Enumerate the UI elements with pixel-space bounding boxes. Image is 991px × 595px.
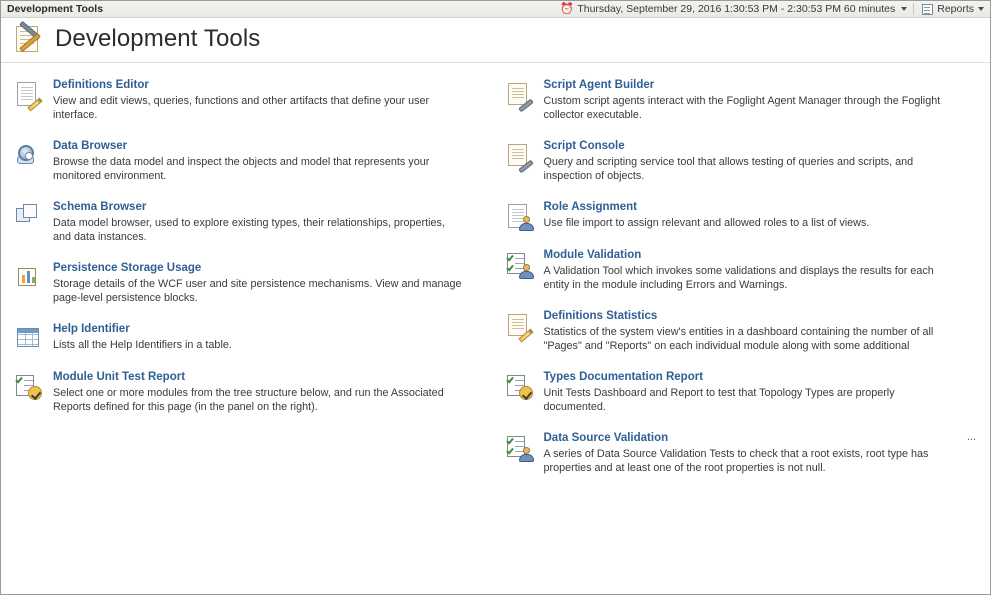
module-validation-icon [506,249,540,292]
tool-title[interactable]: Help Identifier [53,323,130,335]
reports-button[interactable] [920,3,986,15]
list-item[interactable] [506,140,979,183]
role-assignment-icon [506,201,540,231]
tool-description: View and edit views, queries, functions and other artifacts that define your user interface. [53,95,430,121]
list-item[interactable] [15,262,488,305]
reports-label: Reports [937,3,974,15]
data-source-validation-icon [506,432,540,475]
tools-column-left [15,79,488,493]
list-item[interactable] [506,201,979,231]
window-titlebar [1,1,990,18]
list-item[interactable] [15,201,488,244]
tool-title[interactable]: Data Source Validation [543,432,669,444]
titlebar-left [7,3,103,15]
persistence-storage-icon [15,262,49,305]
script-console-icon [506,140,540,183]
tools-column-right [506,79,979,493]
tool-description: Query and scripting service tool that allows testing of queries and scripts, and inspection of objects. [543,156,914,182]
script-agent-builder-icon [506,79,540,122]
list-item[interactable] [15,79,488,122]
tool-title[interactable]: Persistence Storage Usage [53,262,202,274]
list-item[interactable] [15,371,488,414]
tool-description: Statistics of the system view's entities in a dashboard containing the number of all "Pages" and "Reports" on each individual module along with some additional [543,326,934,352]
page-title: Development Tools [55,25,261,52]
time-range-chevron-down-icon[interactable] [901,7,907,11]
tool-description: Data model browser, used to explore existing types, their relationships, properties, and data instances. [53,217,445,243]
tool-description: A series of Data Source Validation Tests to check that a root exists, root type has properties and at least one of the root properties is not null. [543,448,929,474]
window-title: Development Tools [7,3,104,15]
tool-title[interactable]: Definitions Statistics [543,310,658,322]
definitions-statistics-icon [506,310,540,353]
list-item[interactable] [506,249,979,292]
list-item[interactable] [15,323,488,353]
toolbar-divider [913,3,914,15]
data-browser-icon [15,140,49,183]
tool-description: A Validation Tool which invokes some validations and displays the results for each entity in the module including Errors and Warnings. [543,265,934,291]
tools-content [1,63,990,493]
tool-description: Select one or more modules from the tree structure below, and run the Associated Reports defined for this page (in the panel on the right). [53,387,444,413]
tool-title[interactable]: Data Browser [53,140,128,152]
schema-browser-icon [15,201,49,244]
tool-title[interactable]: Schema Browser [53,201,147,213]
clock-icon: ⏰ [560,2,575,15]
list-item[interactable] [506,432,979,475]
list-item[interactable] [15,140,488,183]
list-item[interactable] [506,79,979,122]
tool-description: Lists all the Help Identifiers in a table. [53,339,232,351]
reports-chevron-down-icon[interactable] [978,7,984,11]
help-identifier-icon [15,323,49,353]
tool-title[interactable]: Types Documentation Report [543,371,704,383]
tool-description: Browse the data model and inspect the objects and model that represents your monitored environment. [53,156,430,182]
tool-title[interactable]: Script Console [543,140,625,152]
list-item[interactable] [506,371,979,414]
tool-title[interactable]: Role Assignment [543,201,638,213]
definitions-editor-icon [15,79,49,122]
titlebar-right [560,3,986,15]
tool-title[interactable]: Module Unit Test Report [53,371,186,383]
tool-title[interactable]: Module Validation [543,249,642,261]
module-unit-test-icon [15,371,49,414]
overflow-indicator: ... [966,431,976,443]
page-header [1,18,990,63]
tool-description: Use file import to assign relevant and allowed roles to a list of views. [543,217,870,229]
report-icon [922,4,933,15]
time-range-label[interactable]: Thursday, September 29, 2016 1:30:53 PM - 2:30:53 PM 60 minutes [577,3,896,15]
types-documentation-icon [506,371,540,414]
tools-icon [15,24,45,54]
tool-description: Storage details of the WCF user and site persistence mechanisms. View and manage page-level persistence blocks. [53,278,462,304]
tool-description: Unit Tests Dashboard and Report to test that Topology Types are properly documented. [543,387,895,413]
tool-title[interactable]: Definitions Editor [53,79,149,91]
tool-title[interactable]: Script Agent Builder [543,79,655,91]
tool-description: Custom script agents interact with the Foglight Agent Manager through the Foglight collector executable. [543,95,941,121]
